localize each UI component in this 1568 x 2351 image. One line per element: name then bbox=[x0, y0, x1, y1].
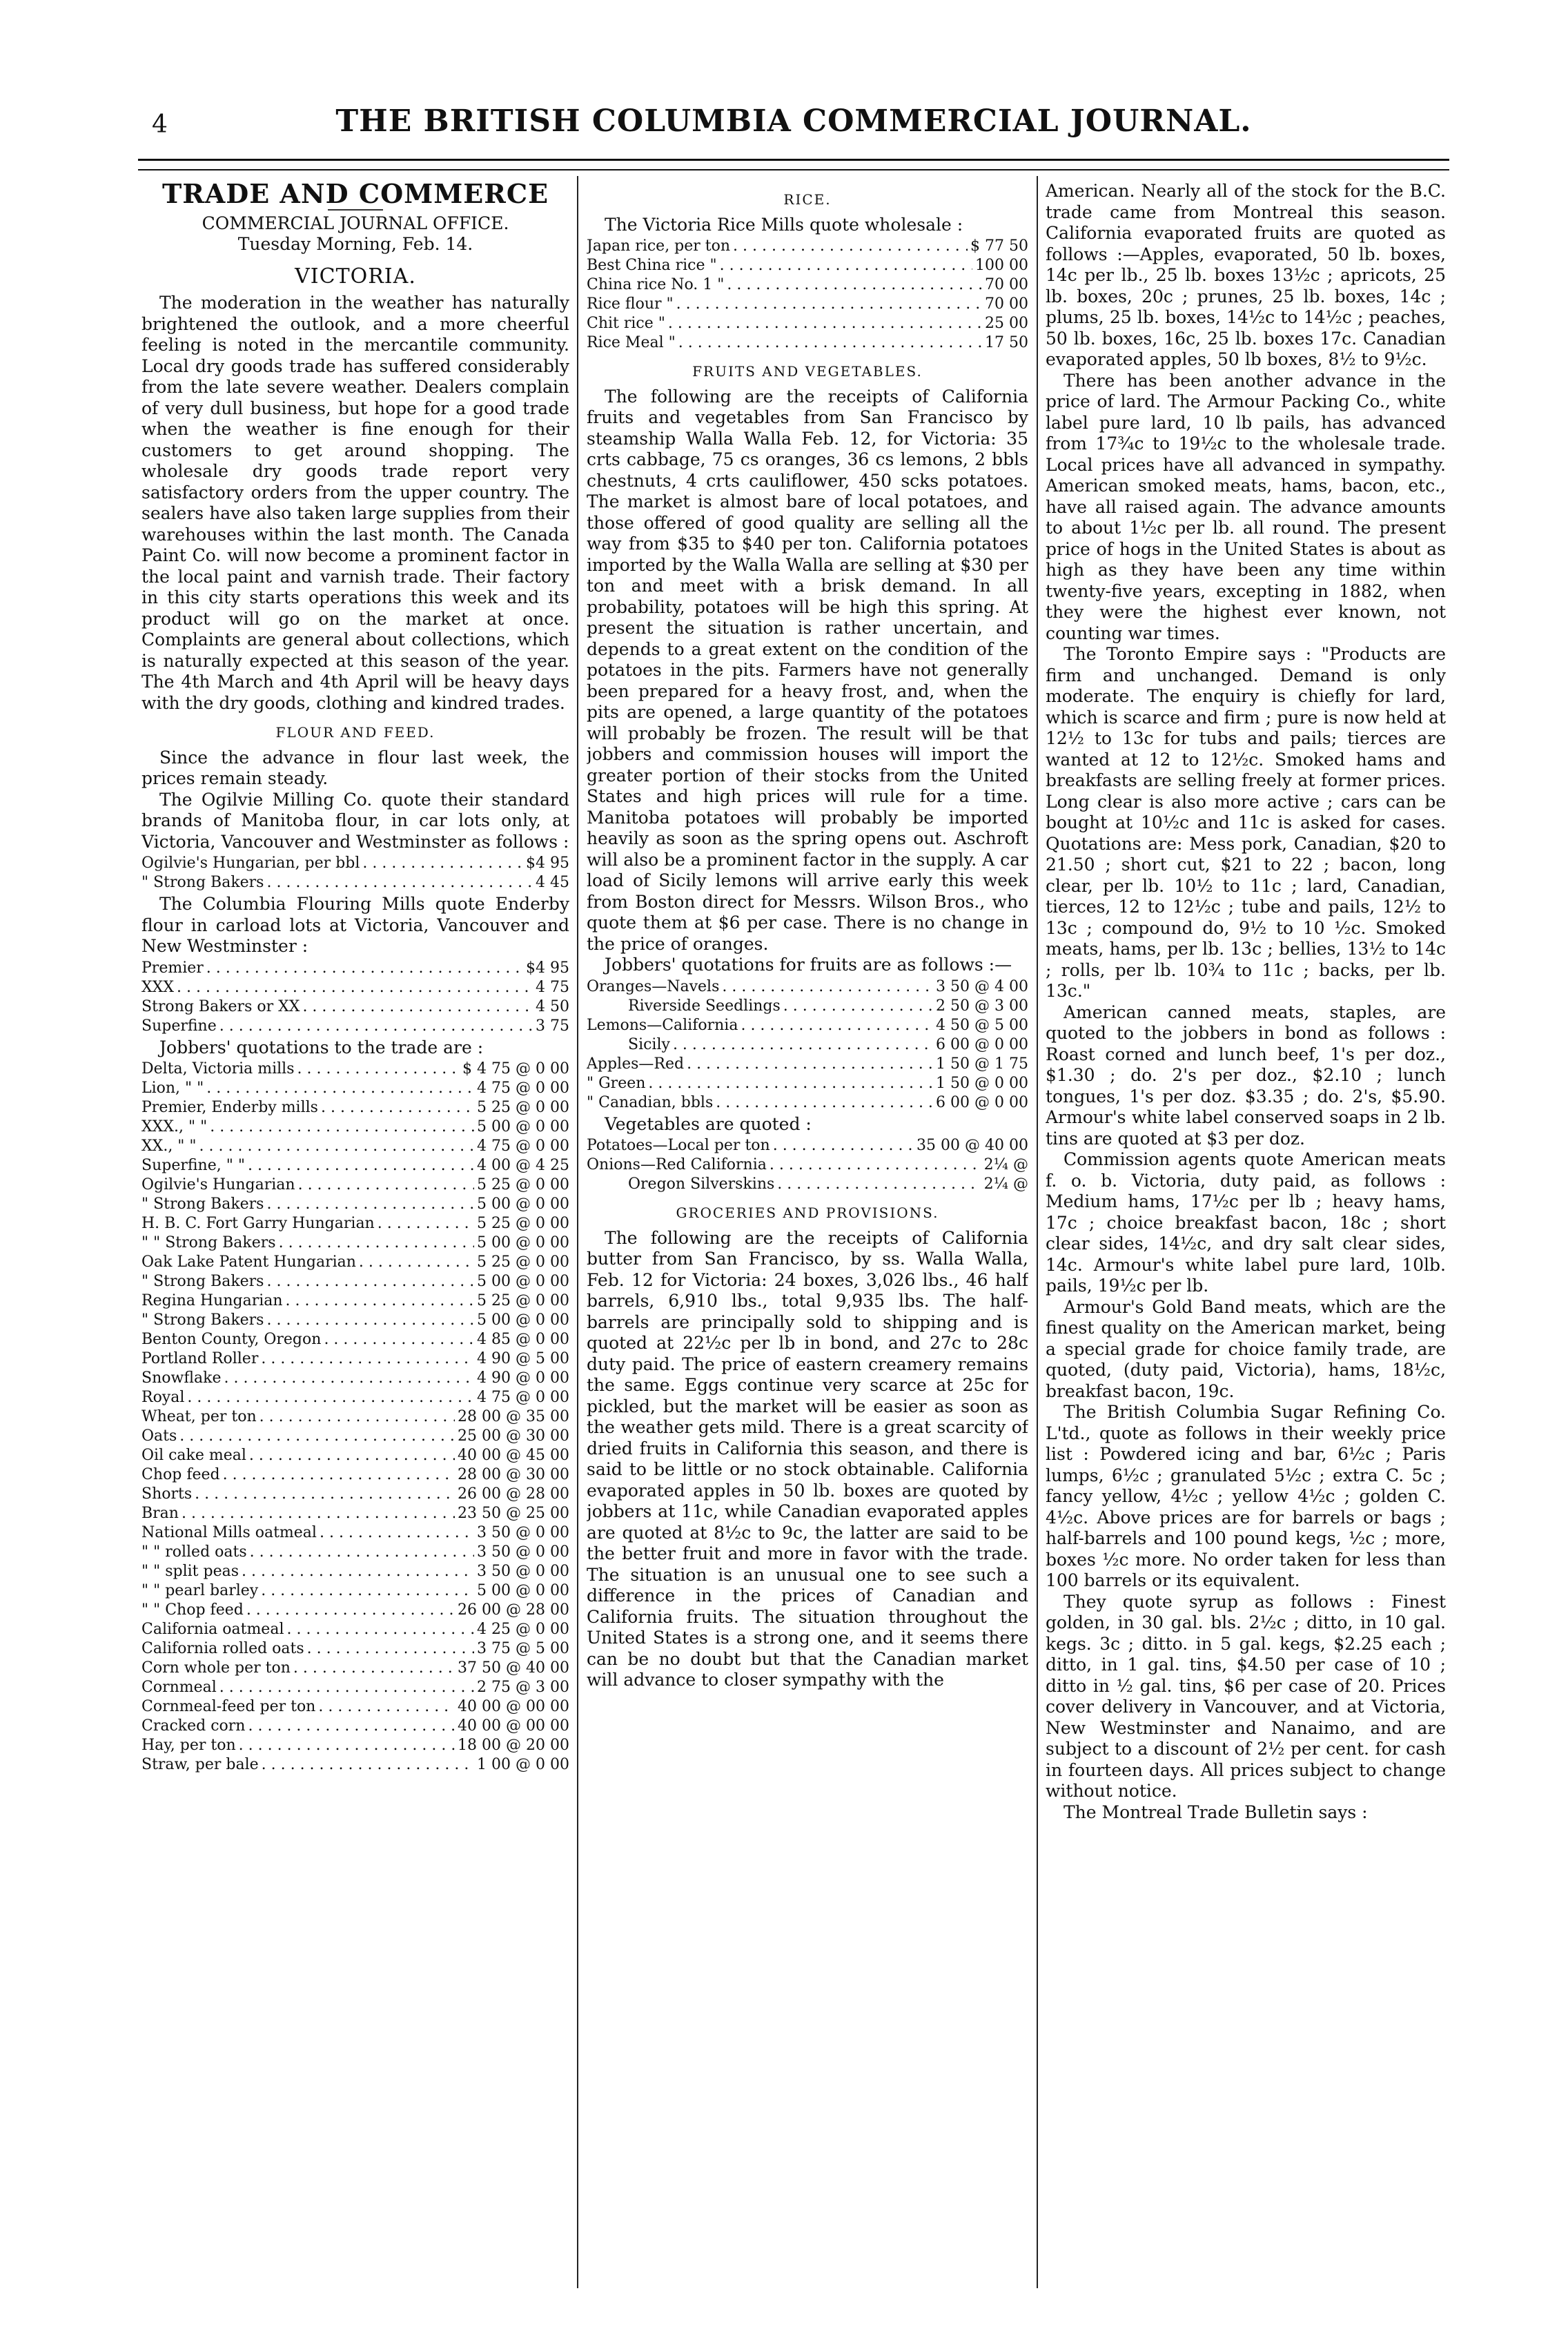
item-name: Cornmeal-feed per ton bbox=[141, 1698, 316, 1715]
leader-dots bbox=[777, 1175, 981, 1194]
header-rule-thin bbox=[138, 169, 1449, 170]
item-price: 1 50 @ 1 75 bbox=[936, 1055, 1028, 1073]
item-price: 5 00 @ 0 00 bbox=[477, 1234, 569, 1251]
leader-dots bbox=[206, 1079, 474, 1098]
item-price: 4 75 @ 0 00 bbox=[477, 1389, 569, 1406]
leader-dots bbox=[187, 1388, 474, 1407]
item-price: 40 00 @ 00 00 bbox=[458, 1698, 569, 1715]
item-price: 5 25 @ 0 00 bbox=[477, 1215, 569, 1232]
page-number: 4 bbox=[152, 110, 168, 139]
leader-dots bbox=[182, 1504, 455, 1523]
leader-dots bbox=[286, 1291, 474, 1311]
price-row bbox=[587, 1175, 1028, 1194]
column-2 bbox=[587, 181, 1028, 2286]
leader-dots bbox=[239, 1736, 455, 1755]
leader-dots bbox=[266, 873, 533, 892]
leader-dots bbox=[302, 997, 533, 1017]
item-name: Lion, " " bbox=[141, 1080, 204, 1097]
item-price: 18 00 @ 20 00 bbox=[458, 1737, 569, 1754]
paragraph: The Ogilvie Milling Co. quote their standard brands of Manitoba flour, in car lots only, at Victoria, Vancouver and Westminster as follows : bbox=[141, 789, 569, 852]
item-name: " " pearl barley bbox=[141, 1582, 259, 1599]
leader-dots bbox=[210, 1118, 474, 1137]
column-1 bbox=[141, 181, 569, 2286]
leader-dots bbox=[733, 237, 968, 256]
item-name: Rice Meal " bbox=[587, 334, 676, 351]
price-row bbox=[141, 1755, 569, 1775]
paragraph: Since the advance in flour last week, the prices remain steady. bbox=[141, 747, 569, 788]
price-row bbox=[587, 1136, 1028, 1155]
price-row bbox=[587, 997, 1028, 1016]
paragraph: The British Columbia Sugar Refining Co. L'td., quote as follows in their weekly price list : Powdered icing and bar, 6½c ; Paris lumps, 6½c ; granulated 5½c ; extra C. 5c ; fancy yellow, 4½c ; yellow 4½c ; golden C. 4½c. Above prices are for barrels or bags ; half-barrels and 100 pound kegs, ½c ; more, boxes ½c more. No order taken for less than 100 barrels or its equivalent. bbox=[1046, 1402, 1446, 1590]
item-price: 3 50 @ 0 00 bbox=[477, 1543, 569, 1561]
column-divider bbox=[577, 176, 578, 2288]
item-price: 4 50 bbox=[536, 997, 569, 1015]
price-row bbox=[141, 1697, 569, 1717]
paragraph: Armour's Gold Band meats, which are the finest quality on the American market, being a special grade for choice family trade, are quoted, (duty paid, Victoria), hams, 18½c, breakfast bacon, 19c. bbox=[1046, 1296, 1446, 1401]
price-row bbox=[141, 1659, 569, 1678]
paragraph: American. Nearly all of the stock for the B.C. trade came from Montreal this season. California evaporated fruits are quoted as follows :—Apples, evaporated, 50 lb. boxes, 14c per lb., 25 lb. boxes 13½c ; apricots, 25 lb. boxes, 20c ; prunes, 25 lb. boxes, 14c ; plums, 25 lb. boxes, 14½c to 14½c ; peaches, 50 lb. boxes, 16c, 25 lb. boxes 17c. Canadian evaporated apples, 50 lb boxes, 8½ to 9½c. bbox=[1046, 181, 1446, 369]
price-row bbox=[587, 256, 1028, 275]
item-name: " " Chop feed bbox=[141, 1601, 244, 1619]
price-row bbox=[141, 1523, 569, 1543]
item-price: 17 50 bbox=[985, 334, 1028, 351]
item-name: Cornmeal bbox=[141, 1679, 217, 1696]
leader-dots bbox=[297, 1060, 460, 1079]
column-divider bbox=[1037, 176, 1038, 2288]
leader-dots bbox=[678, 333, 982, 353]
price-row bbox=[141, 1717, 569, 1736]
leader-dots bbox=[249, 1446, 455, 1465]
leader-dots bbox=[318, 1697, 455, 1717]
item-price: 5 25 @ 0 00 bbox=[477, 1099, 569, 1116]
item-price: 5 00 @ 0 00 bbox=[477, 1273, 569, 1290]
price-row bbox=[141, 1543, 569, 1562]
columbia-price-list bbox=[141, 959, 569, 1036]
item-name: Best China rice " bbox=[587, 257, 717, 274]
price-row bbox=[587, 1016, 1028, 1035]
item-price: 4 90 @ 5 00 bbox=[477, 1350, 569, 1367]
leader-dots bbox=[248, 1717, 455, 1736]
leader-dots bbox=[378, 1214, 474, 1233]
leader-dots bbox=[262, 1755, 474, 1775]
price-row bbox=[587, 333, 1028, 353]
leader-dots bbox=[199, 1137, 474, 1156]
item-price: 4 75 @ 0 00 bbox=[477, 1138, 569, 1155]
item-name: Chit rice " bbox=[587, 315, 665, 332]
item-name: Corn whole per ton bbox=[141, 1659, 291, 1677]
price-row bbox=[141, 1620, 569, 1639]
office-line: COMMERCIAL JOURNAL OFFICE. bbox=[202, 213, 509, 233]
item-name: " Strong Bakers bbox=[141, 874, 264, 891]
price-row bbox=[141, 1272, 569, 1291]
item-price: 5 25 @ 0 00 bbox=[477, 1253, 569, 1271]
item-price: 70 00 bbox=[985, 276, 1028, 293]
vegetable-price-list bbox=[587, 1136, 1028, 1194]
paragraph: Jobbers' quotations to the trade are : bbox=[159, 1037, 484, 1057]
paragraph: Commission agents quote American meats f. o. b. Victoria, duty paid, as follows : Medium hams, 17½c per lb ; heavy hams, 17c ; choice breakfast bacon, 18c ; short clear sides, 14½c, and dry salt clear sides, 14c. Armour's white label pure lard, 10lb. pails, 19½c per lb. bbox=[1046, 1149, 1446, 1296]
item-name: Oats bbox=[141, 1427, 177, 1445]
leader-dots bbox=[259, 1407, 455, 1427]
leader-dots bbox=[261, 1349, 474, 1369]
item-name: Premier bbox=[141, 959, 204, 977]
price-row bbox=[141, 1485, 569, 1504]
paragraph: The following are the receipts of California butter from San Francisco, by ss. Walla Walla, Feb. 12 for Victoria: 24 boxes, 3,026 lbs., 46 half barrels, 6,910 lbs., total 9,935 lbs. The half-barrels are principally sold to shipping and is quoted at 22½c per lb in bond, and 27c to 28c duty paid. The price of eastern creamery remains the same. Eggs continue very scarce at 25c for pickled, but the market will be easier as soon as the weather gets mild. There is a great scarcity of dried fruits in California this season, and there is said to be little or no stock obtainable. California evaporated apples in 50 lb. boxes are quoted by jobbers at 11c, while Canadian evaporated apples are quoted at 8½c to 9c, the latter are said to be the better fruit and more in favor with the trade. The situation is an unusual one to see such a difference in the prices of Canadian and California fruits. The situation throughout the United States is a strong one, and it seems there can be no doubt but that the Canadian market will advance to closer sympathy with the bbox=[587, 1227, 1028, 1690]
leader-dots bbox=[223, 1465, 455, 1485]
item-name: " " Strong Bakers bbox=[141, 1234, 276, 1251]
ogilvie-price-list bbox=[141, 854, 569, 892]
section-title: TRADE AND COMMERCE bbox=[161, 181, 549, 209]
item-name: " Strong Bakers bbox=[141, 1196, 264, 1213]
item-price: 3 75 bbox=[536, 1017, 569, 1035]
price-row bbox=[587, 1093, 1028, 1113]
item-price: 4 50 @ 5 00 bbox=[936, 1016, 1028, 1034]
price-row bbox=[141, 1562, 569, 1581]
price-row bbox=[587, 275, 1028, 295]
leader-dots bbox=[293, 1659, 455, 1678]
item-price: 2¼ @ bbox=[983, 1176, 1028, 1193]
price-row bbox=[141, 1446, 569, 1465]
item-name: Royal bbox=[141, 1389, 185, 1406]
price-row bbox=[141, 1118, 569, 1137]
item-price: 25 00 bbox=[985, 315, 1028, 332]
item-name: Lemons—California bbox=[587, 1016, 738, 1034]
item-price: 4 75 bbox=[536, 978, 569, 996]
item-price: 2 50 @ 3 00 bbox=[936, 997, 1028, 1015]
leader-dots bbox=[286, 1620, 474, 1639]
price-row bbox=[141, 1369, 569, 1388]
price-row bbox=[141, 1601, 569, 1620]
leader-dots bbox=[359, 1253, 474, 1272]
subheading: RICE. bbox=[783, 191, 832, 208]
paragraph: The Columbia Flouring Mills quote Enderby flour in carload lots at Victoria, Vancouver and New Westminster : bbox=[141, 894, 569, 956]
item-price: 28 00 @ 30 00 bbox=[458, 1466, 569, 1483]
price-row bbox=[141, 978, 569, 997]
price-row bbox=[141, 1060, 569, 1079]
item-name: California oatmeal bbox=[141, 1621, 284, 1638]
leader-dots bbox=[248, 1156, 474, 1176]
item-name: China rice No. 1 " bbox=[587, 276, 725, 293]
item-price: 4 90 @ 0 00 bbox=[477, 1369, 569, 1387]
leader-dots bbox=[722, 977, 933, 997]
item-name: Delta, Victoria mills bbox=[141, 1060, 295, 1077]
paragraph: Jobbers' quotations for fruits are as follows :— bbox=[605, 955, 1012, 975]
price-row bbox=[141, 1330, 569, 1349]
paragraph: The Victoria Rice Mills quote wholesale : bbox=[605, 214, 963, 235]
item-price: 4 25 @ 0 00 bbox=[477, 1621, 569, 1638]
leader-dots bbox=[219, 1678, 474, 1697]
leader-dots bbox=[770, 1155, 981, 1175]
item-price: 70 00 bbox=[985, 295, 1028, 313]
item-price: 37 50 @ 40 00 bbox=[458, 1659, 569, 1677]
price-row bbox=[141, 959, 569, 978]
item-price: 4 75 @ 0 00 bbox=[477, 1080, 569, 1097]
price-row bbox=[141, 1736, 569, 1755]
item-price: 26 00 @ 28 00 bbox=[458, 1601, 569, 1619]
price-row bbox=[141, 1291, 569, 1311]
item-price: 5 00 @ 0 00 bbox=[477, 1118, 569, 1135]
price-row bbox=[141, 997, 569, 1017]
leader-dots bbox=[321, 1098, 474, 1118]
leader-dots bbox=[266, 1272, 474, 1291]
item-name: Superfine, " " bbox=[141, 1157, 245, 1174]
leader-dots bbox=[673, 1035, 933, 1055]
leader-dots bbox=[246, 1601, 455, 1620]
item-name: Ogilvie's Hungarian bbox=[141, 1176, 295, 1193]
leader-dots bbox=[716, 1093, 933, 1113]
item-name: XX., " " bbox=[141, 1138, 197, 1155]
item-name: XXX., " " bbox=[141, 1118, 208, 1135]
price-row bbox=[141, 1214, 569, 1233]
paragraph: American canned meats, staples, are quoted to the jobbers in bond as follows : Roast corned and lunch beef, 1's per doz., $1.30 ; do. 2's per doz., $2.10 ; lunch tongues, 1's per doz. $3.35 ; do. 2's, $5.90. Armour's white label conserved soaps in 2 lb. tins are quoted at $3 per doz. bbox=[1046, 1002, 1446, 1149]
item-price: 26 00 @ 28 00 bbox=[458, 1485, 569, 1503]
leader-dots bbox=[266, 1311, 474, 1330]
item-price: 1 00 @ 0 00 bbox=[477, 1756, 569, 1773]
rice-price-list bbox=[587, 237, 1028, 353]
leader-dots bbox=[727, 275, 982, 295]
item-name: Onions—Red California bbox=[587, 1156, 767, 1173]
leader-dots bbox=[324, 1330, 474, 1349]
item-price: 6 00 @ 0 00 bbox=[936, 1035, 1028, 1053]
item-price: $4 95 bbox=[526, 959, 569, 977]
subheading: FRUITS AND VEGETABLES. bbox=[692, 363, 923, 380]
price-row bbox=[141, 1407, 569, 1427]
price-row bbox=[141, 854, 569, 873]
date-line: Tuesday Morning, Feb. 14. bbox=[237, 234, 473, 254]
leader-dots bbox=[266, 1195, 474, 1214]
subheading: GROCERIES AND PROVISIONS. bbox=[676, 1204, 939, 1221]
item-price: 2 75 @ 3 00 bbox=[477, 1679, 569, 1696]
leader-dots bbox=[219, 1017, 533, 1036]
item-name: XXX bbox=[141, 978, 174, 996]
price-row bbox=[141, 1349, 569, 1369]
item-price: $4 95 bbox=[526, 855, 569, 872]
column-3 bbox=[1046, 181, 1446, 2286]
item-name: Snowflake bbox=[141, 1369, 222, 1387]
fruit-price-list bbox=[587, 977, 1028, 1113]
item-price: $ 4 75 @ 0 00 bbox=[462, 1060, 569, 1077]
item-price: 35 00 @ 40 00 bbox=[917, 1137, 1028, 1154]
price-row bbox=[141, 1098, 569, 1118]
price-row bbox=[141, 1195, 569, 1214]
item-name: Oranges—Navels bbox=[587, 977, 720, 995]
item-name: Potatoes—Local per ton bbox=[587, 1137, 770, 1154]
leader-dots bbox=[279, 1233, 474, 1253]
price-row bbox=[141, 873, 569, 892]
price-row bbox=[141, 1017, 569, 1036]
price-row bbox=[141, 1504, 569, 1523]
item-name: National Mills oatmeal bbox=[141, 1524, 317, 1541]
leader-dots bbox=[261, 1581, 474, 1601]
item-price: 4 00 @ 4 25 bbox=[477, 1157, 569, 1174]
price-row bbox=[141, 1137, 569, 1156]
item-name: Superfine bbox=[141, 1017, 217, 1035]
item-name: " Strong Bakers bbox=[141, 1311, 264, 1329]
item-price: 100 00 bbox=[975, 257, 1028, 274]
item-name: Premier, Enderby mills bbox=[141, 1099, 318, 1116]
leader-dots bbox=[783, 997, 933, 1016]
item-name: " Green bbox=[587, 1074, 646, 1092]
item-name: Oil cake meal bbox=[141, 1447, 246, 1464]
price-row bbox=[587, 1055, 1028, 1074]
paragraph: The Toronto Empire says : "Products are firm and unchanged. Demand is only moderate. The enquiry is chiefly for lard, which is scarce and firm ; pure is now held at 12½ to 13c for tubs and pails; tierces are wanted at 12 to 12½c. Smoked hams and breakfasts are selling freely at former prices. Long clear is also more active ; cars can be bought at 10½c and 11c is asked for cases. Quotations are: Mess pork, Canadian, $20 to 21.50 ; short cut, $21 to 22 ; bacon, long clear, per lb. 10½ to 11c ; lard, Canadian, tierces, 12 to 12½c ; tube and pails, 12½ to 13c ; compound do, 9½ to 10 ½c. Smoked meats, hams, per lb. 13c ; bellies, 13½ to 14c ; rolls, per lb. 10¾ to 11c ; backs, per lb. 13c." bbox=[1046, 644, 1446, 1001]
item-price: 3 50 @ 0 00 bbox=[477, 1524, 569, 1541]
item-name: Cracked corn bbox=[141, 1717, 246, 1735]
leader-dots bbox=[224, 1369, 474, 1388]
item-price: 5 00 @ 0 00 bbox=[477, 1311, 569, 1329]
item-name: Riverside Seedlings bbox=[628, 997, 781, 1015]
price-row bbox=[141, 1176, 569, 1195]
item-name: Apples—Red bbox=[587, 1055, 685, 1073]
journal-title: THE BRITISH COLUMBIA COMMERCIAL JOURNAL. bbox=[335, 104, 1252, 139]
price-row bbox=[141, 1156, 569, 1176]
item-name: Strong Bakers or XX bbox=[141, 997, 300, 1015]
paragraph: There has been another advance in the price of lard. The Armour Packing Co., white label pure lard, 10 lb pails, has advanced from 17¾c to 19½c to the wholesale trade. Local prices have all advanced in sympathy. American smoked meats, hams, bacon, etc., have all raised again. The advance amounts to about 1½c per lb. all round. The present price of hogs in the United States is about as high as they have been any time within twenty-five years, excepting in 1882, when they were the highest ever known, not counting war times. bbox=[1046, 370, 1446, 643]
item-price: 5 00 @ 0 00 bbox=[477, 1582, 569, 1599]
leader-dots bbox=[298, 1176, 474, 1195]
leader-dots bbox=[250, 1543, 474, 1562]
price-row bbox=[141, 1427, 569, 1446]
leader-dots bbox=[741, 1016, 933, 1035]
item-name: Bran bbox=[141, 1505, 179, 1522]
price-row bbox=[141, 1465, 569, 1485]
price-row bbox=[587, 295, 1028, 314]
item-name: Sicily bbox=[628, 1035, 670, 1053]
item-price: 2¼ @ bbox=[983, 1156, 1028, 1173]
subheading: FLOUR AND FEED. bbox=[275, 724, 435, 741]
item-price: $ 77 50 bbox=[970, 237, 1028, 255]
item-name: Benton County, Oregon bbox=[141, 1331, 322, 1348]
leader-dots bbox=[773, 1136, 914, 1155]
item-price: 4 85 @ 0 00 bbox=[477, 1331, 569, 1348]
leader-dots bbox=[687, 1055, 933, 1074]
price-row bbox=[587, 314, 1028, 333]
price-row bbox=[141, 1311, 569, 1330]
price-row bbox=[141, 1253, 569, 1272]
price-row bbox=[587, 1155, 1028, 1175]
item-name: Rice flour " bbox=[587, 295, 674, 313]
leader-dots bbox=[177, 978, 533, 997]
item-price: 3 50 @ 0 00 bbox=[477, 1563, 569, 1580]
item-name: H. B. C. Fort Garry Hungarian bbox=[141, 1215, 375, 1232]
item-name: Shorts bbox=[141, 1485, 193, 1503]
leader-dots bbox=[668, 314, 982, 333]
leader-dots bbox=[362, 854, 523, 873]
price-row bbox=[587, 1074, 1028, 1093]
paragraph: The following are the receipts of California fruits and vegetables from San Francisco by steamship Walla Walla Feb. 12, for Victoria: 35 crts cabbage, 75 cs oranges, 36 cs lemons, 2 bbls chestnuts, 4 crts cauliflower, 450 scks potatoes. The market is almost bare of local potatoes, and those offered of good quality are selling all the way from $35 to $40 per ton. California potatoes imported by the Walla Walla are selling at $30 per ton and meet with a brisk demand. In all probability, potatoes will be high this spring. At present the situation is rather uncertain, and depends to a great extent on the condition of the potatoes in the pits. Farmers have not generally been prepared for a heavy frost, and, when the pits are opened, a large quantity of the potatoes will probably be frozen. The result will be that jobbers and commission houses will import the greater portion of their stocks from the United States and high prices will rule for a time. Manitoba potatoes will probably be imported heavily as soon as the spring opens out. Aschroft will also be a prominent factor in the supply. A car load of Sicily lemons will arrive early this week from Boston direct for Messrs. Wilson Bros., who quote them at $6 per case. There is no change in the price of oranges. bbox=[587, 386, 1028, 954]
item-name: Wheat, per ton bbox=[141, 1408, 257, 1425]
leader-dots bbox=[195, 1485, 455, 1504]
item-price: 23 50 @ 25 00 bbox=[458, 1505, 569, 1522]
price-row bbox=[587, 977, 1028, 997]
leader-dots bbox=[242, 1562, 474, 1581]
item-name: " " rolled oats bbox=[141, 1543, 247, 1561]
price-row bbox=[587, 237, 1028, 256]
paragraph: The Montreal Trade Bulletin says : bbox=[1064, 1802, 1368, 1822]
paragraph: Vegetables are quoted : bbox=[605, 1113, 812, 1134]
price-row bbox=[141, 1079, 569, 1098]
price-row bbox=[141, 1233, 569, 1253]
item-name: " Canadian, bbls bbox=[587, 1093, 714, 1111]
item-price: 40 00 @ 45 00 bbox=[458, 1447, 569, 1464]
price-row bbox=[141, 1639, 569, 1659]
page-header bbox=[138, 104, 1449, 152]
item-name: Oak Lake Patent Hungarian bbox=[141, 1253, 356, 1271]
item-name: Chop feed bbox=[141, 1466, 220, 1483]
item-name: Japan rice, per ton bbox=[587, 237, 731, 255]
item-price: 5 00 @ 0 00 bbox=[477, 1196, 569, 1213]
item-price: 40 00 @ 00 00 bbox=[458, 1717, 569, 1735]
item-price: 5 25 @ 0 00 bbox=[477, 1176, 569, 1193]
item-price: 4 45 bbox=[536, 874, 569, 891]
item-name: California rolled oats bbox=[141, 1640, 304, 1657]
header-rule bbox=[138, 159, 1449, 161]
leader-dots bbox=[320, 1523, 474, 1543]
leader-dots bbox=[720, 256, 972, 275]
item-price: 3 50 @ 4 00 bbox=[936, 977, 1028, 995]
location-heading: VICTORIA. bbox=[295, 264, 416, 289]
price-row bbox=[141, 1678, 569, 1697]
paragraph: The moderation in the weather has naturally brightened the outlook, and a more cheerful feeling is noted in the mercantile community. Local dry goods trade has suffered considerably from the late severe weather. Dealers complain of very dull business, but hope for a good trade when the weather is fine enough for their customers to get around shopping. The wholesale dry goods trade report very satisfactory orders from the upper country. The sealers have also taken large supplies from their warehouses within the last month. The Canada Paint Co. will now become a prominent factor in the local paint and varnish trade. Their factory in this city starts operations this week and its product will go on the market at once. Complaints are general about collections, which is naturally expected at this season of the year. The 4th March and 4th April will be heavy days with the dry goods, clothing and kindred trades. bbox=[141, 293, 569, 713]
jobbers-price-list bbox=[141, 1060, 569, 1775]
item-price: 1 50 @ 0 00 bbox=[936, 1074, 1028, 1092]
leader-dots bbox=[676, 295, 982, 314]
paragraph: They quote syrup as follows : Finest golden, in 30 gal. bls. 2½c ; ditto, in 10 gal. kegs. 3c ; ditto. in 5 gal. kegs, $2.25 each ; ditto, in 1 gal. tins, $4.50 per case of 10 ; ditto in ½ gal. tins, $6 per case of 20. Prices cover delivery in Vancouver, and at Victoria, New Westminster and Nanaimo, and are subject to a discount of 2½ per cent. for cash in fourteen days. All prices subject to change without notice. bbox=[1046, 1591, 1446, 1801]
item-price: 25 00 @ 30 00 bbox=[458, 1427, 569, 1445]
leader-dots bbox=[206, 959, 523, 978]
item-name: Straw, per bale bbox=[141, 1756, 259, 1773]
price-row bbox=[141, 1581, 569, 1601]
price-row bbox=[587, 1035, 1028, 1055]
leader-dots bbox=[179, 1427, 455, 1446]
item-price: 28 00 @ 35 00 bbox=[458, 1408, 569, 1425]
item-name: Ogilvie's Hungarian, per bbl bbox=[141, 855, 360, 872]
item-name: " Strong Bakers bbox=[141, 1273, 264, 1290]
item-price: 3 75 @ 5 00 bbox=[477, 1640, 569, 1657]
item-price: 5 25 @ 0 00 bbox=[477, 1292, 569, 1309]
leader-dots bbox=[648, 1074, 933, 1093]
item-name: Hay, per ton bbox=[141, 1737, 236, 1754]
item-name: " " split peas bbox=[141, 1563, 239, 1580]
item-price: 6 00 @ 0 00 bbox=[936, 1093, 1028, 1111]
item-name: Oregon Silverskins bbox=[628, 1176, 775, 1193]
item-name: Portland Roller bbox=[141, 1350, 259, 1367]
leader-dots bbox=[307, 1639, 474, 1659]
price-row bbox=[141, 1388, 569, 1407]
item-name: Regina Hungarian bbox=[141, 1292, 283, 1309]
